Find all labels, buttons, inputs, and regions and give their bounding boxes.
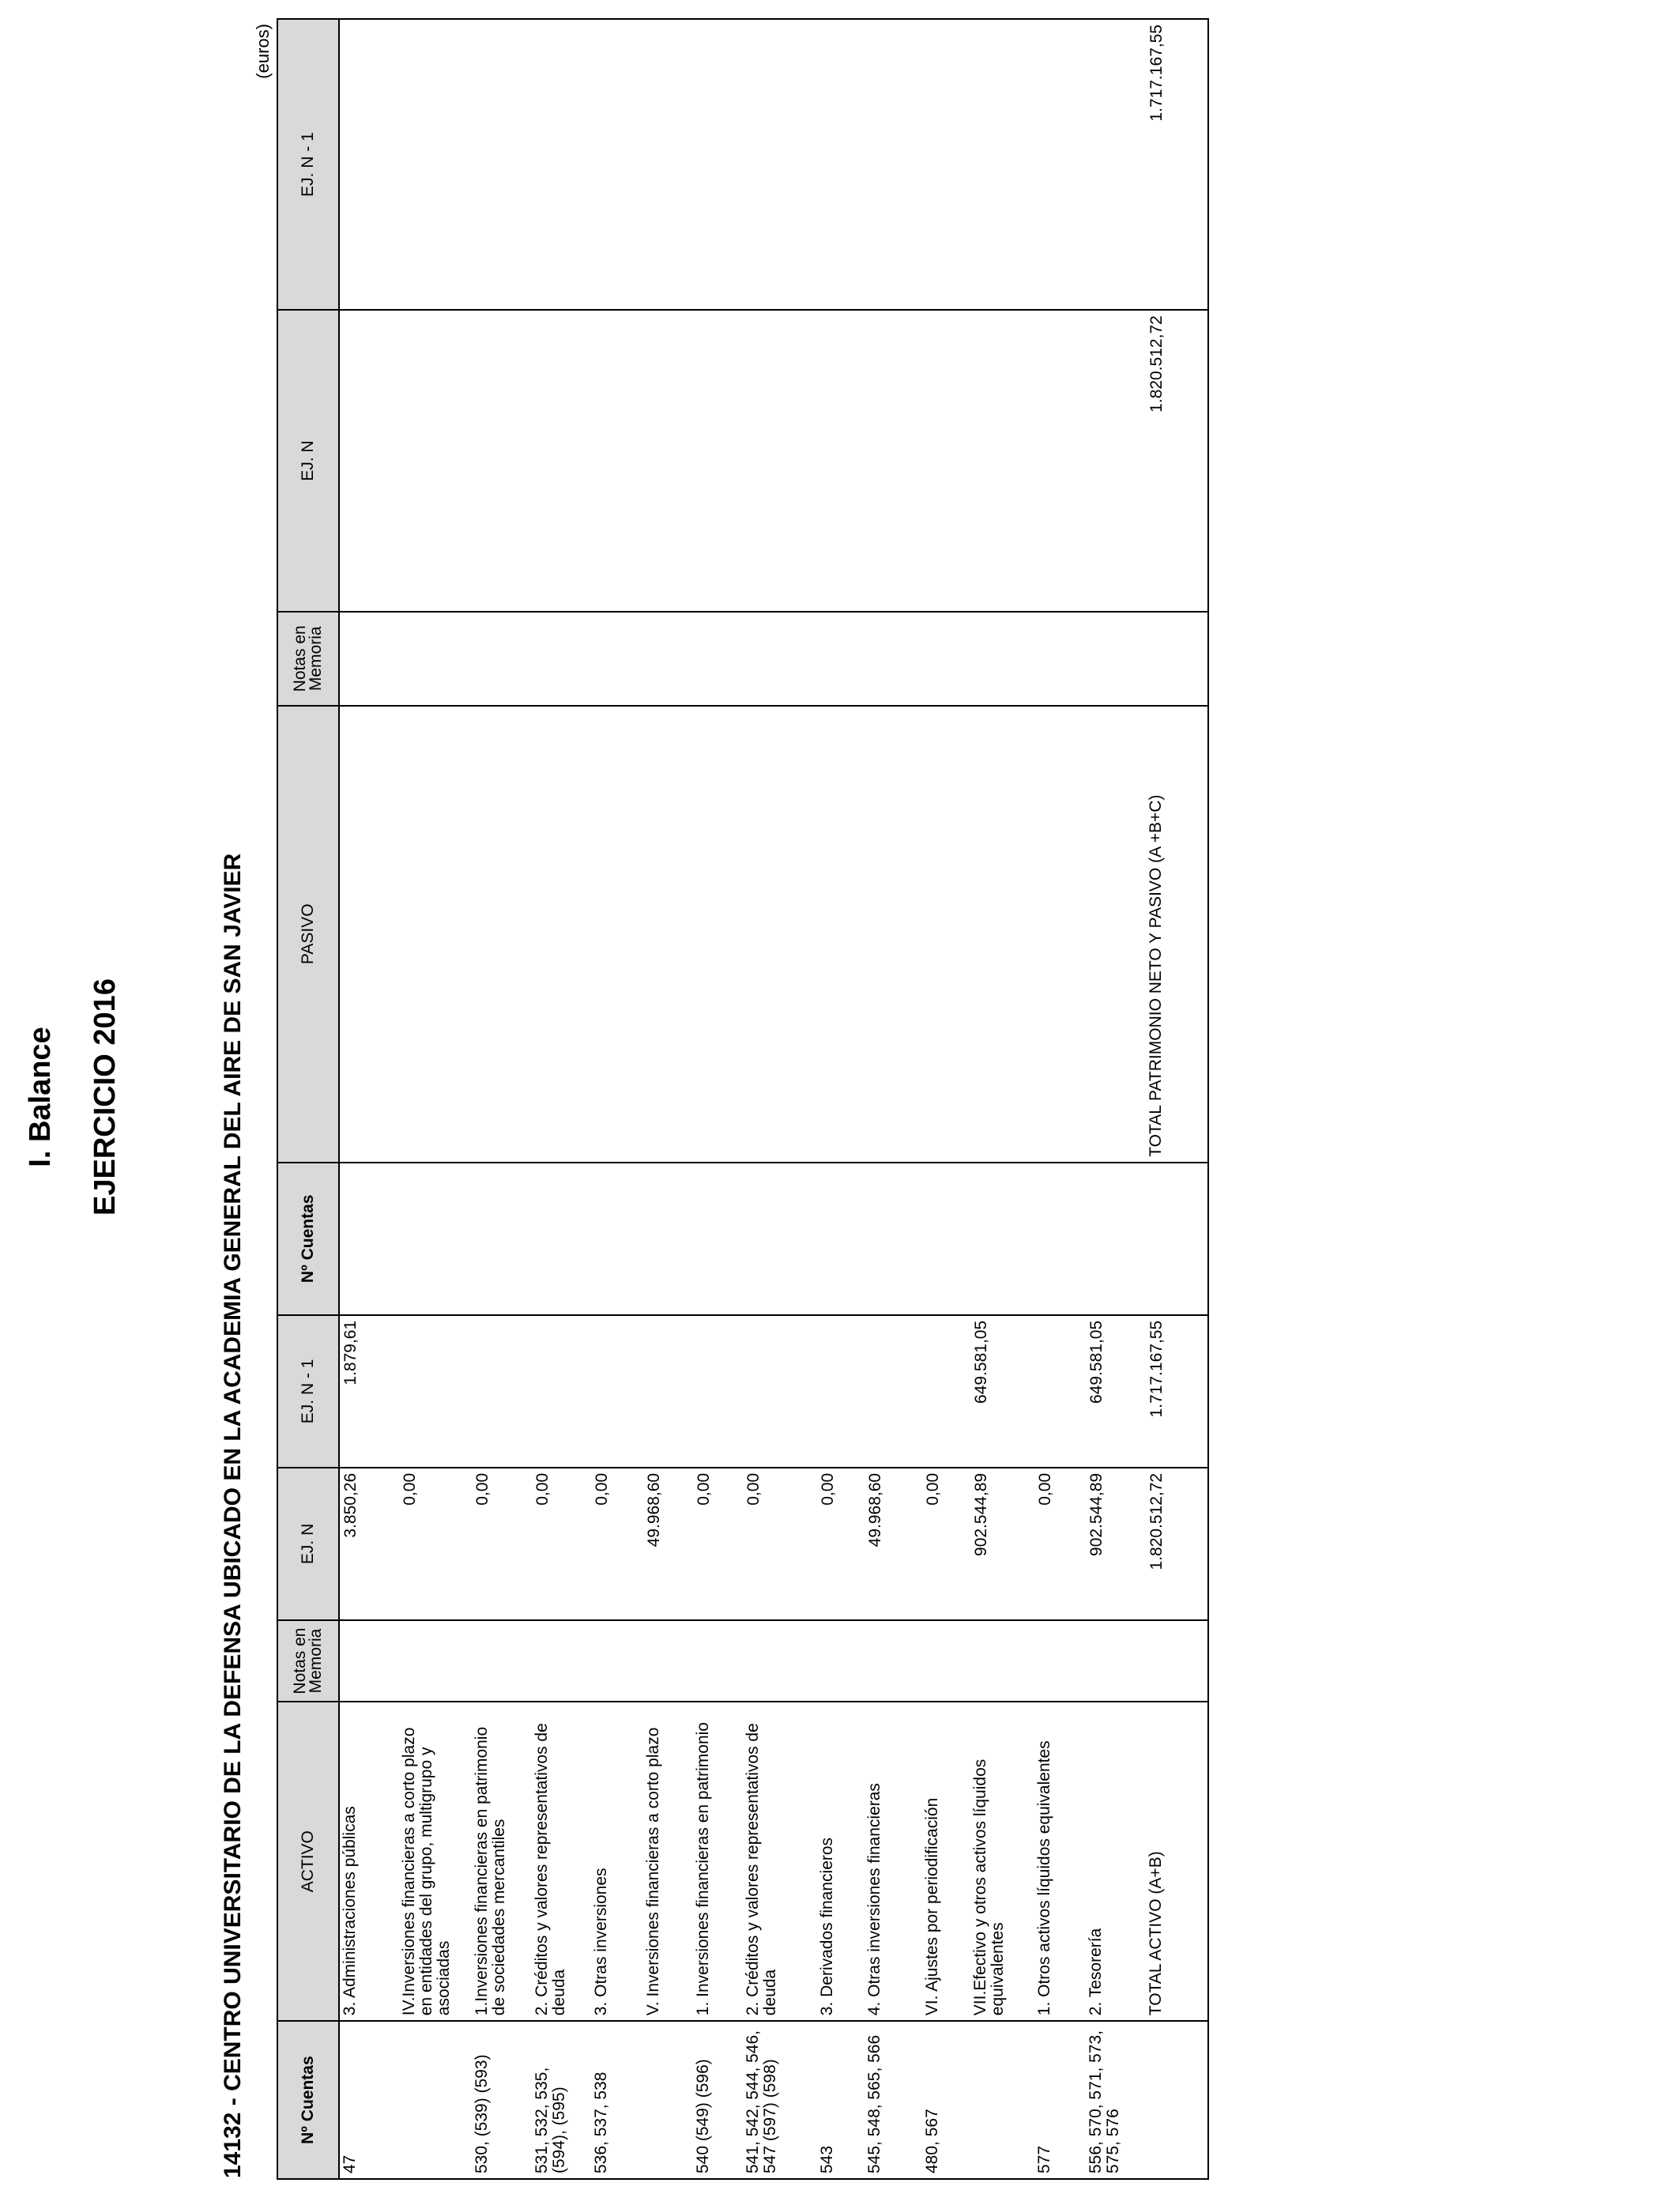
notas-pasivo-cell (970, 612, 1034, 706)
table-row (693, 19, 743, 2179)
ejn-pasivo-cell (970, 310, 1034, 612)
notas-pasivo-cell (1034, 612, 1086, 706)
ejn-pasivo-cell (591, 310, 642, 612)
pasivo-cell (743, 706, 817, 1163)
cuentas-cell: 531, 532, 535, (594), (595) (532, 2021, 592, 2179)
activo-cell: 2. Créditos y valores representativos de deuda (532, 1702, 592, 2021)
notas-pasivo-cell (591, 612, 642, 706)
ejn1-pasivo-cell (864, 19, 922, 310)
table-row (922, 19, 970, 2179)
activo-cell: VI. Ajustes por periodificación (922, 1702, 970, 2021)
ejn1-cell: 649.581,05 (970, 1315, 1034, 1468)
ejn-pasivo-cell (1034, 310, 1086, 612)
cuentas-pasivo-cell (591, 1163, 642, 1315)
notas-pasivo-cell (532, 612, 592, 706)
ejn1-cell (743, 1315, 817, 1468)
ejn-cell: 49.968,60 (864, 1468, 922, 1620)
activo-cell: TOTAL ACTIVO (A+B) (1146, 1702, 1208, 2021)
notas-cell (339, 1620, 399, 1702)
notas-cell (1146, 1620, 1208, 1702)
notas-pasivo-cell (864, 612, 922, 706)
activo-cell: 2. Tesorería (1086, 1702, 1146, 2021)
activo-cell: VII.Efectivo y otros activos líquidos equivalentes (970, 1702, 1034, 2021)
col-header-activo: ACTIVO (277, 1702, 339, 2021)
ejn-cell: 0,00 (591, 1468, 642, 1620)
cuentas-cell (970, 2021, 1034, 2179)
notas-pasivo-cell (399, 612, 472, 706)
ejn1-pasivo-cell (643, 19, 693, 310)
ejn1-pasivo-cell (922, 19, 970, 310)
col-header-cuentas: Nº Cuentas (277, 2021, 339, 2179)
notas-cell (1086, 1620, 1146, 1702)
cuentas-cell: 545, 548, 565, 566 (864, 2021, 922, 2179)
ejn-pasivo-cell: 1.820.512,72 (1146, 310, 1208, 612)
activo-cell: 3. Otras inversiones (591, 1702, 642, 2021)
ejn-cell: 0,00 (472, 1468, 532, 1620)
units-label: (euros) (253, 24, 273, 79)
cuentas-pasivo-cell (532, 1163, 592, 1315)
ejn-cell: 0,00 (743, 1468, 817, 1620)
page-title: I. Balance (24, 1027, 57, 1167)
ejn1-cell (532, 1315, 592, 1468)
ejn-cell: 1.820.512,72 (1146, 1468, 1208, 1620)
notas-pasivo-cell (693, 612, 743, 706)
table-row (970, 19, 1034, 2179)
activo-cell: 4. Otras inversiones financieras (864, 1702, 922, 2021)
notas-cell (693, 1620, 743, 1702)
table-row (472, 19, 532, 2179)
ejn1-cell (591, 1315, 642, 1468)
ejn1-cell (1034, 1315, 1086, 1468)
ejn-cell: 0,00 (922, 1468, 970, 1620)
cuentas-pasivo-cell (970, 1163, 1034, 1315)
ejn1-cell (399, 1315, 472, 1468)
pasivo-cell (643, 706, 693, 1163)
ejn-pasivo-cell (399, 310, 472, 612)
table-row (743, 19, 817, 2179)
cuentas-pasivo-cell (743, 1163, 817, 1315)
notas-pasivo-cell (643, 612, 693, 706)
ejn1-cell (864, 1315, 922, 1468)
cuentas-cell: 556, 570, 571, 573, 575, 576 (1086, 2021, 1146, 2179)
cuentas-pasivo-cell (399, 1163, 472, 1315)
notas-cell (472, 1620, 532, 1702)
notas-cell (864, 1620, 922, 1702)
notas-cell (922, 1620, 970, 1702)
table-row (532, 19, 592, 2179)
cuentas-pasivo-cell (693, 1163, 743, 1315)
cuentas-cell: 540 (549) (596) (693, 2021, 743, 2179)
ejn1-pasivo-cell (817, 19, 864, 310)
ejn-pasivo-cell (643, 310, 693, 612)
ejn1-cell (693, 1315, 743, 1468)
col-header-cuentas-pasivo: Nº Cuentas (277, 1163, 339, 1315)
cuentas-pasivo-cell (1086, 1163, 1146, 1315)
balance-table (277, 18, 1209, 2180)
ejn-cell: 0,00 (532, 1468, 592, 1620)
ejn1-pasivo-cell (1034, 19, 1086, 310)
cuentas-pasivo-cell (864, 1163, 922, 1315)
cuentas-cell: 47 (339, 2021, 399, 2179)
notas-pasivo-cell (922, 612, 970, 706)
notas-cell (532, 1620, 592, 1702)
notas-cell (591, 1620, 642, 1702)
notas-cell (1034, 1620, 1086, 1702)
col-header-notas-pasivo: Notas en Memoria (277, 612, 339, 706)
table-header-row (277, 19, 339, 2179)
ejn1-pasivo-cell (970, 19, 1034, 310)
ejn-cell: 3.850,26 (339, 1468, 399, 1620)
notas-pasivo-cell (472, 612, 532, 706)
table-row (591, 19, 642, 2179)
pasivo-cell (970, 706, 1034, 1163)
ejn-cell: 49.968,60 (643, 1468, 693, 1620)
notas-cell (970, 1620, 1034, 1702)
ejn-cell: 0,00 (817, 1468, 864, 1620)
cuentas-cell: 480, 567 (922, 2021, 970, 2179)
notas-pasivo-cell (339, 612, 399, 706)
ejn1-pasivo-cell (399, 19, 472, 310)
col-header-ejn1: EJ. N - 1 (277, 1315, 339, 1468)
table-row (1034, 19, 1086, 2179)
cuentas-pasivo-cell (1146, 1163, 1208, 1315)
pasivo-cell (399, 706, 472, 1163)
table-row (1146, 19, 1208, 2179)
pasivo-cell (591, 706, 642, 1163)
ejn1-pasivo-cell (693, 19, 743, 310)
pasivo-cell (817, 706, 864, 1163)
col-header-notas: Notas en Memoria (277, 1620, 339, 1702)
ejn1-cell (922, 1315, 970, 1468)
ejn-cell: 902.544,89 (1086, 1468, 1146, 1620)
ejn-pasivo-cell (817, 310, 864, 612)
ejn-pasivo-cell (693, 310, 743, 612)
activo-cell: 2. Créditos y valores representativos de deuda (743, 1702, 817, 2021)
ejn1-cell (472, 1315, 532, 1468)
col-header-ejn-pasivo: EJ. N (277, 310, 339, 612)
cuentas-pasivo-cell (817, 1163, 864, 1315)
cuentas-cell: 541, 542, 544, 546, 547 (597) (598) (743, 2021, 817, 2179)
cuentas-cell: 536, 537, 538 (591, 2021, 642, 2179)
ejn-pasivo-cell (743, 310, 817, 612)
ejn-pasivo-cell (532, 310, 592, 612)
notas-cell (643, 1620, 693, 1702)
table-row (399, 19, 472, 2179)
cuentas-pasivo-cell (472, 1163, 532, 1315)
page-subtitle: EJERCICIO 2016 (89, 978, 122, 1216)
table-row (817, 19, 864, 2179)
activo-cell: 1. Inversiones financieras en patrimonio (693, 1702, 743, 2021)
pasivo-cell (922, 706, 970, 1163)
pasivo-cell (1086, 706, 1146, 1163)
activo-cell: 3. Administraciones públicas (339, 1702, 399, 2021)
notas-pasivo-cell (743, 612, 817, 706)
ejn-pasivo-cell (472, 310, 532, 612)
ejn1-cell: 1.717.167,55 (1146, 1315, 1208, 1468)
col-header-ejn: EJ. N (277, 1468, 339, 1620)
cuentas-cell (399, 2021, 472, 2179)
ejn1-pasivo-cell (339, 19, 399, 310)
pasivo-cell (693, 706, 743, 1163)
cuentas-pasivo-cell (922, 1163, 970, 1315)
table-row (339, 19, 399, 2179)
table-row (864, 19, 922, 2179)
ejn-pasivo-cell (864, 310, 922, 612)
ejn-pasivo-cell (339, 310, 399, 612)
cuentas-cell: 530, (539) (593) (472, 2021, 532, 2179)
cuentas-pasivo-cell (339, 1163, 399, 1315)
ejn-pasivo-cell (1086, 310, 1146, 612)
cuentas-pasivo-cell (1034, 1163, 1086, 1315)
ejn1-pasivo-cell (591, 19, 642, 310)
ejn-cell: 0,00 (1034, 1468, 1086, 1620)
ejn1-pasivo-cell (1086, 19, 1146, 310)
cuentas-cell: 543 (817, 2021, 864, 2179)
activo-cell: 3. Derivados financieros (817, 1702, 864, 2021)
ejn1-pasivo-cell (532, 19, 592, 310)
ejn1-pasivo-cell (743, 19, 817, 310)
ejn1-cell: 1.879,61 (339, 1315, 399, 1468)
ejn1-cell (643, 1315, 693, 1468)
ejn-cell: 0,00 (693, 1468, 743, 1620)
activo-cell: 1.Inversiones financieras en patrimonio de sociedades mercantiles (472, 1702, 532, 2021)
cuentas-cell: 577 (1034, 2021, 1086, 2179)
ejn-cell: 902.544,89 (970, 1468, 1034, 1620)
pasivo-cell (532, 706, 592, 1163)
cuentas-cell (643, 2021, 693, 2179)
cuentas-pasivo-cell (643, 1163, 693, 1315)
pasivo-cell (339, 706, 399, 1163)
notas-cell (817, 1620, 864, 1702)
pasivo-cell (472, 706, 532, 1163)
col-header-pasivo: PASIVO (277, 706, 339, 1163)
pasivo-cell: TOTAL PATRIMONIO NETO Y PASIVO (A +B+C) (1146, 706, 1208, 1163)
table-row (643, 19, 693, 2179)
cuentas-cell (1146, 2021, 1208, 2179)
pasivo-cell (1034, 706, 1086, 1163)
pasivo-cell (864, 706, 922, 1163)
activo-cell: V. Inversiones financieras a corto plazo (643, 1702, 693, 2021)
ejn1-pasivo-cell: 1.717.167,55 (1146, 19, 1208, 310)
notas-pasivo-cell (1086, 612, 1146, 706)
notas-cell (399, 1620, 472, 1702)
col-header-ejn1-pasivo: EJ. N - 1 (277, 19, 339, 310)
table-row (1086, 19, 1146, 2179)
ejn-cell: 0,00 (399, 1468, 472, 1620)
activo-cell: IV.Inversiones financieras a corto plazo en entidades del grupo, multigrupo y asociadas (399, 1702, 472, 2021)
notas-cell (743, 1620, 817, 1702)
activo-cell: 1. Otros activos líquidos equivalentes (1034, 1702, 1086, 2021)
ejn-pasivo-cell (922, 310, 970, 612)
ejn1-cell (817, 1315, 864, 1468)
notas-pasivo-cell (1146, 612, 1208, 706)
ejn1-pasivo-cell (472, 19, 532, 310)
ejn1-cell: 649.581,05 (1086, 1315, 1146, 1468)
notas-pasivo-cell (817, 612, 864, 706)
entity-heading: 14132 - CENTRO UNIVERSITARIO DE LA DEFENSA UBICADO EN LA ACADEMIA GENERAL DEL AIRE DE SAN JAVIER (220, 853, 246, 2178)
